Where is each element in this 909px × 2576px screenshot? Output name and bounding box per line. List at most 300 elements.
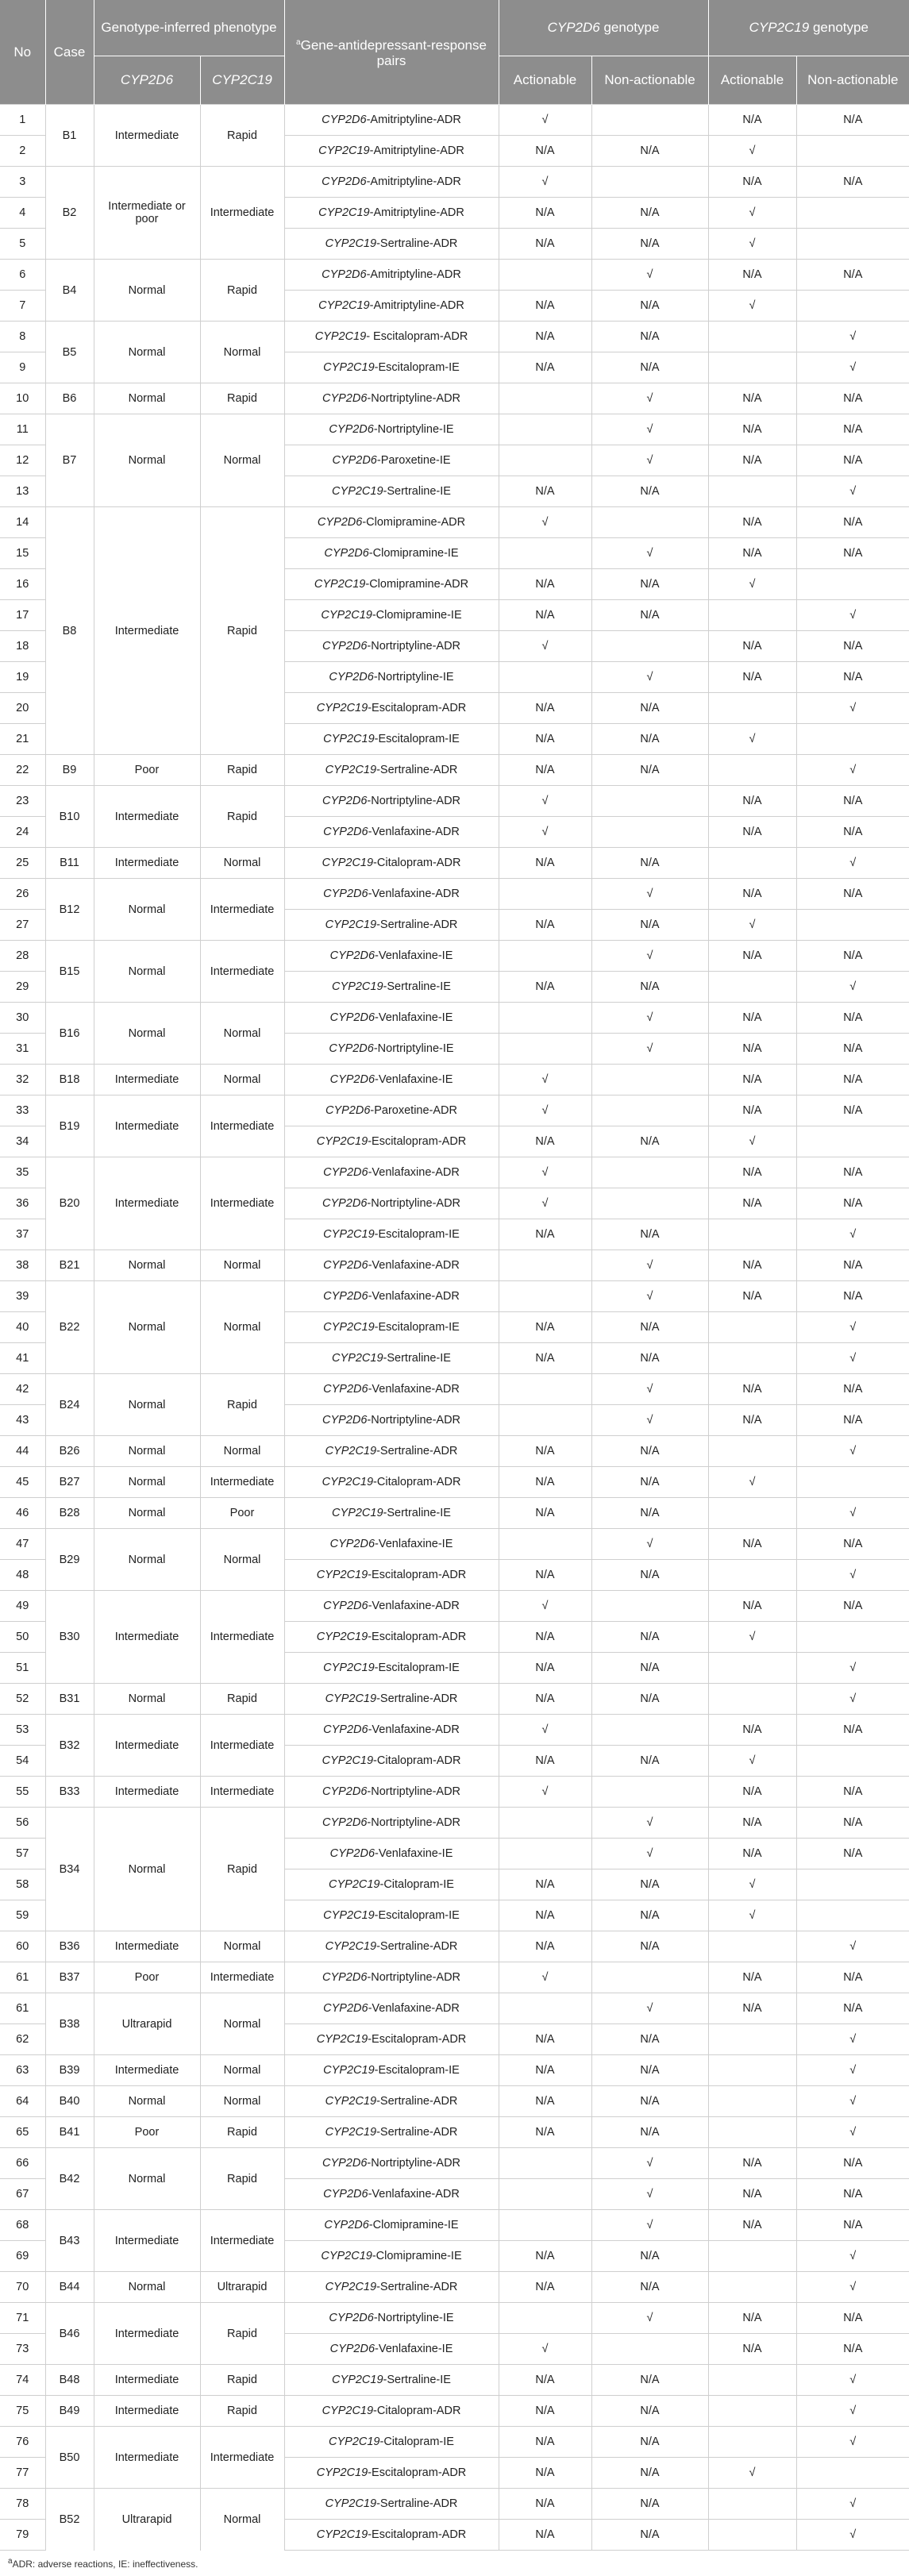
cyp2d6-non-actionable-cell: N/A (591, 352, 708, 383)
cyp2c19-non-actionable-cell (796, 198, 909, 229)
cyp2c19-non-actionable-cell: N/A (796, 1715, 909, 1746)
cyp2d6-phenotype: Normal (94, 414, 200, 507)
drug-response: -Amitriptyline-ADR (366, 268, 461, 281)
case-id: B6 (45, 383, 94, 414)
cyp2c19-non-actionable-cell: √ (796, 1312, 909, 1343)
gene-drug-pair (284, 1993, 499, 2024)
cyp2c19-non-actionable-cell: √ (796, 2520, 909, 2551)
cyp2d6-actionable-cell: N/A (499, 724, 591, 755)
cyp2d6-non-actionable-cell: N/A (591, 2086, 708, 2117)
drug-response: -Nortriptyline-ADR (367, 1197, 461, 1210)
cyp2d6-phenotype: Poor (94, 755, 200, 786)
gene-name: CYP2C19 (314, 330, 367, 343)
cyp2c19-actionable-cell (708, 2241, 796, 2272)
gene-drug-pair (284, 972, 499, 1003)
cyp2d6-actionable-cell: N/A (499, 1869, 591, 1900)
cyp2c19-phenotype: Intermediate (200, 1715, 284, 1777)
gene-drug-pair (284, 414, 499, 445)
case-id: B32 (45, 1715, 94, 1777)
cyp2c19-phenotype: Rapid (200, 2396, 284, 2427)
cyp2d6-non-actionable-cell: N/A (591, 1684, 708, 1715)
case-id: B34 (45, 1808, 94, 1931)
row-number: 3 (0, 167, 45, 198)
cyp2c19-actionable-cell (708, 693, 796, 724)
cyp2d6-phenotype: Normal (94, 1529, 200, 1591)
cyp2d6-non-actionable-cell: √ (591, 1374, 708, 1405)
gene-name: CYP2D6 (332, 454, 377, 467)
row-number: 31 (0, 1034, 45, 1065)
row-number: 66 (0, 2148, 45, 2179)
cyp2c19-non-actionable-cell: √ (796, 1219, 909, 1250)
drug-response: -Escitalopram-ADR (368, 2528, 467, 2541)
cyp2c19-phenotype: Rapid (200, 105, 284, 167)
cyp2c19-actionable-cell: N/A (708, 1839, 796, 1869)
cyp2d6-non-actionable-cell: √ (591, 1993, 708, 2024)
cyp2c19-actionable-cell: N/A (708, 1993, 796, 2024)
cyp2c19-non-actionable-cell: N/A (796, 2334, 909, 2365)
cyp2d6-non-actionable-cell: N/A (591, 1312, 708, 1343)
cyp2c19-actionable-cell: N/A (708, 662, 796, 693)
case-id: B46 (45, 2303, 94, 2365)
cyp2d6-actionable-cell: N/A (499, 1653, 591, 1684)
gene-name: CYP2D6 (324, 547, 369, 560)
cyp2d6-non-actionable-cell: N/A (591, 972, 708, 1003)
drug-response: -Venlafaxine-ADR (368, 2188, 460, 2201)
cyp2c19-actionable-cell (708, 1498, 796, 1529)
cyp2c19-actionable-cell (708, 2396, 796, 2427)
table-row (0, 2210, 909, 2241)
drug-response: -Sertraline-ADR (376, 2095, 458, 2108)
cyp2c19-phenotype: Intermediate (200, 2427, 284, 2489)
cyp2c19-non-actionable-cell: N/A (796, 1034, 909, 1065)
row-number: 39 (0, 1281, 45, 1312)
row-number: 78 (0, 2489, 45, 2520)
cyp2c19-actionable-cell (708, 1931, 796, 1962)
gene-drug-pair (284, 1653, 499, 1684)
cyp2c19-phenotype: Rapid (200, 1374, 284, 1436)
drug-response: -Sertraline-IE (383, 1352, 451, 1365)
cyp2c19-non-actionable-cell: √ (796, 1436, 909, 1467)
cyp2d6-actionable-cell (499, 2179, 591, 2210)
cyp2c19-phenotype: Rapid (200, 1684, 284, 1715)
cyp2c19-non-actionable-cell: N/A (796, 383, 909, 414)
cyp2c19-actionable-cell: √ (708, 2458, 796, 2489)
gene-drug-pair (284, 600, 499, 631)
drug-response: -Nortriptyline-ADR (367, 1971, 461, 1984)
table-row (0, 1498, 909, 1529)
row-number: 32 (0, 1065, 45, 1095)
cyp2c19-actionable-cell (708, 476, 796, 507)
cyp2d6-phenotype: Normal (94, 2148, 200, 2210)
drug-response: -Sertraline-ADR (376, 2126, 458, 2139)
gene-name: CYP2C19 (325, 764, 377, 776)
case-id: B27 (45, 1467, 94, 1498)
cyp2c19-non-actionable-cell (796, 136, 909, 167)
cyp2c19-phenotype: Intermediate (200, 1962, 284, 1993)
case-id: B16 (45, 1003, 94, 1065)
gene-drug-pair (284, 1250, 499, 1281)
row-number: 48 (0, 1560, 45, 1591)
gene-drug-pair (284, 631, 499, 662)
cyp2c19-non-actionable-cell: N/A (796, 1591, 909, 1622)
header-cyp2d6-phenotype: CYP2D6 (94, 56, 200, 105)
drug-response: -Escitalopram-ADR (368, 1631, 467, 1643)
cyp2d6-non-actionable-cell: N/A (591, 2489, 708, 2520)
cyp2d6-non-actionable-cell: N/A (591, 2365, 708, 2396)
gene-drug-pair (284, 848, 499, 879)
cyp2c19-actionable-cell: √ (708, 291, 796, 322)
drug-response: -Escitalopram-IE (374, 1321, 460, 1334)
table-row (0, 941, 909, 972)
cyp2d6-actionable-cell: √ (499, 1715, 591, 1746)
table-body (0, 105, 909, 2551)
row-number: 52 (0, 1684, 45, 1715)
gene-drug-pair (284, 724, 499, 755)
case-id: B15 (45, 941, 94, 1003)
cyp2c19-genotype-word: genotype (809, 20, 869, 35)
drug-response: -Nortriptyline-ADR (367, 2157, 461, 2170)
case-id: B50 (45, 2427, 94, 2489)
drug-response: -Nortriptyline-ADR (367, 795, 461, 807)
row-number: 49 (0, 1591, 45, 1622)
cyp2c19-phenotype: Intermediate (200, 1095, 284, 1157)
cyp2d6-actionable-cell (499, 1003, 591, 1034)
drug-response: -Venlafaxine-ADR (368, 2002, 460, 2015)
cyp2c19-non-actionable-cell: N/A (796, 879, 909, 910)
cyp2d6-non-actionable-cell: N/A (591, 1219, 708, 1250)
gene-name: CYP2D6 (322, 1785, 368, 1798)
cyp2d6-non-actionable-cell (591, 1591, 708, 1622)
cyp2c19-actionable-cell: N/A (708, 2334, 796, 2365)
table-row (0, 1157, 909, 1188)
cyp2c19-non-actionable-cell: √ (796, 1498, 909, 1529)
cyp2c19-phenotype: Normal (200, 1281, 284, 1374)
drug-response: -Nortriptyline-ADR (367, 1785, 461, 1798)
cyp2c19-actionable-cell: N/A (708, 1715, 796, 1746)
row-number: 62 (0, 2024, 45, 2055)
cyp2c19-actionable-cell: N/A (708, 2179, 796, 2210)
drug-response: -Sertraline-IE (383, 2374, 451, 2386)
drug-response: -Sertraline-IE (383, 485, 451, 498)
cyp2c19-non-actionable-cell: N/A (796, 538, 909, 569)
cyp2d6-actionable-cell (499, 1993, 591, 2024)
cyp2c19-non-actionable-cell: √ (796, 972, 909, 1003)
cyp2c19-actionable-cell (708, 2117, 796, 2148)
table-row (0, 2489, 909, 2520)
cyp2d6-non-actionable-cell: √ (591, 1281, 708, 1312)
drug-response: -Clomipramine-IE (372, 2250, 462, 2262)
gene-name: CYP2C19 (321, 609, 372, 622)
gene-drug-pair (284, 569, 499, 600)
cyp2d6-actionable-cell: N/A (499, 1900, 591, 1931)
gene-drug-pair (284, 2365, 499, 2396)
drug-response: -Amitriptyline-ADR (369, 144, 464, 157)
gene-name: CYP2C19 (314, 578, 366, 591)
cyp2d6-actionable-cell (499, 1250, 591, 1281)
drug-response: -Escitalopram-IE (374, 1662, 460, 1674)
cyp2c19-phenotype: Normal (200, 2055, 284, 2086)
cyp2d6-non-actionable-cell: √ (591, 1529, 708, 1560)
gene-name: CYP2C19 (323, 1662, 375, 1674)
row-number: 4 (0, 198, 45, 229)
cyp2d6-actionable-cell: N/A (499, 1560, 591, 1591)
case-id: B18 (45, 1065, 94, 1095)
gene-drug-pair (284, 693, 499, 724)
case-id: B5 (45, 322, 94, 383)
cyp2d6-non-actionable-cell: N/A (591, 600, 708, 631)
cyp2c19-non-actionable-cell: N/A (796, 786, 909, 817)
cyp2c19-phenotype: Intermediate (200, 879, 284, 941)
cyp2c19-non-actionable-cell (796, 1900, 909, 1931)
cyp2c19-actionable-cell: N/A (708, 1529, 796, 1560)
cyp2c19-phenotype: Intermediate (200, 1157, 284, 1250)
header-cyp2c19-phenotype: CYP2C19 (200, 56, 284, 105)
gene-name: CYP2C19 (318, 206, 370, 219)
row-number: 30 (0, 1003, 45, 1034)
cyp2c19-actionable-cell: N/A (708, 2210, 796, 2241)
table-row (0, 1065, 909, 1095)
row-number: 16 (0, 569, 45, 600)
cyp2d6-non-actionable-cell: √ (591, 1808, 708, 1839)
drug-response: -Amitriptyline-ADR (369, 206, 464, 219)
cyp2d6-non-actionable-cell: N/A (591, 693, 708, 724)
cyp2d6-phenotype: Ultrarapid (94, 1993, 200, 2055)
cyp2d6-genotype-gene: CYP2D6 (547, 20, 600, 35)
gene-drug-pair (284, 1126, 499, 1157)
cyp2c19-phenotype: Poor (200, 1498, 284, 1529)
row-number: 50 (0, 1622, 45, 1653)
cyp2c19-non-actionable-cell: N/A (796, 1095, 909, 1126)
header-phenotype: Genotype-inferred phenotype (94, 0, 284, 56)
cyp2d6-actionable-cell: N/A (499, 1931, 591, 1962)
gene-name: CYP2D6 (322, 2157, 368, 2170)
cyp2c19-actionable-cell: N/A (708, 1281, 796, 1312)
drug-response: -Clomipramine-IE (372, 609, 462, 622)
gene-drug-pair (284, 538, 499, 569)
case-id: B4 (45, 260, 94, 322)
gene-drug-pair (284, 1095, 499, 1126)
cyp2c19-phenotype: Rapid (200, 383, 284, 414)
cyp2d6-actionable-cell (499, 1034, 591, 1065)
cyp2d6-phenotype: Intermediate (94, 2427, 200, 2489)
cyp2d6-non-actionable-cell (591, 105, 708, 136)
drug-response: -Citalopram-IE (379, 1878, 454, 1891)
gene-drug-pair (284, 1065, 499, 1095)
cyp2c19-phenotype: Rapid (200, 260, 284, 322)
gene-name: CYP2D6 (323, 1290, 368, 1303)
cyp2d6-actionable-cell (499, 2210, 591, 2241)
cyp2c19-actionable-cell: N/A (708, 1405, 796, 1436)
drug-response: -Venlafaxine-IE (375, 1011, 453, 1024)
header-case: Case (45, 0, 94, 105)
case-id: B20 (45, 1157, 94, 1250)
cyp2c19-non-actionable-cell: N/A (796, 1962, 909, 1993)
table-row (0, 414, 909, 445)
drug-response: -Sertraline-IE (383, 980, 451, 993)
case-id: B37 (45, 1962, 94, 1993)
cyp2c19-non-actionable-cell: √ (796, 352, 909, 383)
table-row (0, 1591, 909, 1622)
cyp2d6-phenotype: Normal (94, 1467, 200, 1498)
gene-drug-pair (284, 1622, 499, 1653)
gene-drug-pair (284, 1529, 499, 1560)
gene-drug-pair (284, 879, 499, 910)
cyp2c19-actionable-cell: N/A (708, 786, 796, 817)
gene-name: CYP2C19 (316, 2033, 368, 2046)
cyp2c19-phenotype: Intermediate (200, 941, 284, 1003)
cyp2d6-actionable-cell: √ (499, 105, 591, 136)
gene-name: CYP2D6 (323, 2188, 368, 2201)
gene-name: CYP2D6 (323, 1383, 368, 1396)
cyp2c19-actionable-cell: √ (708, 136, 796, 167)
row-number: 54 (0, 1746, 45, 1777)
cyp2d6-actionable-cell: N/A (499, 136, 591, 167)
cyp2d6-non-actionable-cell: N/A (591, 2024, 708, 2055)
cyp2c19-non-actionable-cell: N/A (796, 1993, 909, 2024)
header-cyp2d6-actionable: Actionable (499, 56, 591, 105)
cyp2d6-actionable-cell (499, 2148, 591, 2179)
row-number: 75 (0, 2396, 45, 2427)
cyp2d6-phenotype: Intermediate (94, 2055, 200, 2086)
cyp2d6-non-actionable-cell: N/A (591, 322, 708, 352)
cyp2d6-actionable-cell: N/A (499, 1498, 591, 1529)
gene-name: CYP2D6 (323, 2002, 368, 2015)
cyp2d6-actionable-cell: N/A (499, 755, 591, 786)
drug-response: -Sertraline-ADR (376, 2497, 458, 2510)
cyp2c19-actionable-cell: N/A (708, 1188, 796, 1219)
table-row (0, 322, 909, 352)
cyp2d6-non-actionable-cell: N/A (591, 1746, 708, 1777)
cyp2c19-non-actionable-cell: √ (796, 2365, 909, 2396)
cyp2c19-phenotype: Rapid (200, 2148, 284, 2210)
cyp2c19-actionable-cell (708, 2365, 796, 2396)
drug-response: -Venlafaxine-IE (375, 949, 453, 962)
gene-name: CYP2C19 (323, 2064, 375, 2077)
cyp2c19-actionable-cell: N/A (708, 445, 796, 476)
cyp2d6-non-actionable-cell: √ (591, 445, 708, 476)
row-number: 69 (0, 2241, 45, 2272)
row-number: 43 (0, 1405, 45, 1436)
pairs-label: Gene-antidepressant-response pairs (300, 37, 487, 69)
drug-response: -Citalopram-IE (379, 2435, 454, 2448)
case-id: B19 (45, 1095, 94, 1157)
drug-response: -Escitalopram-IE (374, 1228, 460, 1241)
cyp2d6-phenotype: Normal (94, 1281, 200, 1374)
cyp2d6-non-actionable-cell (591, 1065, 708, 1095)
cyp2d6-actionable-cell: N/A (499, 2055, 591, 2086)
drug-response: -Venlafaxine-ADR (368, 826, 460, 838)
cyp2c19-non-actionable-cell: √ (796, 476, 909, 507)
cyp2d6-non-actionable-cell: N/A (591, 2272, 708, 2303)
cyp2c19-actionable-cell (708, 600, 796, 631)
cyp2d6-phenotype: Intermediate (94, 507, 200, 755)
cyp2d6-actionable-cell: N/A (499, 600, 591, 631)
cyp2d6-non-actionable-cell (591, 1188, 708, 1219)
cyp2c19-actionable-cell (708, 1312, 796, 1343)
cyp2c19-non-actionable-cell: √ (796, 2396, 909, 2427)
drug-response: -Escitalopram-IE (374, 361, 460, 374)
gene-name: CYP2D6 (325, 1104, 371, 1117)
cyp2d6-non-actionable-cell: N/A (591, 2241, 708, 2272)
case-id: B12 (45, 879, 94, 941)
cyp2d6-actionable-cell: N/A (499, 2365, 591, 2396)
cyp2c19-non-actionable-cell (796, 1467, 909, 1498)
drug-response: -Citalopram-ADR (373, 857, 461, 869)
row-number: 53 (0, 1715, 45, 1746)
gene-name: CYP2C19 (322, 1476, 374, 1488)
cyp2d6-actionable-cell: N/A (499, 291, 591, 322)
row-number: 13 (0, 476, 45, 507)
drug-response: -Citalopram-ADR (373, 1754, 461, 1767)
row-number: 12 (0, 445, 45, 476)
cyp2c19-actionable-cell: √ (708, 1126, 796, 1157)
cyp2d6-phenotype: Intermediate (94, 1157, 200, 1250)
gene-drug-pair (284, 1715, 499, 1746)
cyp2c19-actionable-cell: N/A (708, 414, 796, 445)
cyp2d6-actionable-cell (499, 414, 591, 445)
case-id: B33 (45, 1777, 94, 1808)
gene-drug-pair (284, 1034, 499, 1065)
cyp2c19-non-actionable-cell: N/A (796, 445, 909, 476)
cyp2d6-non-actionable-cell (591, 1962, 708, 1993)
cyp2d6-actionable-cell: N/A (499, 972, 591, 1003)
cyp2d6-non-actionable-cell: N/A (591, 198, 708, 229)
gene-drug-pair (284, 1281, 499, 1312)
case-id: B21 (45, 1250, 94, 1281)
row-number: 33 (0, 1095, 45, 1126)
cyp2c19-actionable-cell: N/A (708, 2303, 796, 2334)
cyp2c19-non-actionable-cell: N/A (796, 2179, 909, 2210)
gene-drug-pair (284, 1591, 499, 1622)
cyp2d6-non-actionable-cell: N/A (591, 1560, 708, 1591)
drug-response: -Clomipramine-ADR (365, 578, 469, 591)
gene-name: CYP2C19 (321, 2250, 372, 2262)
table-row (0, 1715, 909, 1746)
cyp2c19-non-actionable-cell: N/A (796, 1529, 909, 1560)
cyp2c19-non-actionable-cell: N/A (796, 662, 909, 693)
drug-response: -Nortriptyline-IE (373, 671, 454, 683)
cyp2c19-genotype-gene: CYP2C19 (749, 20, 810, 35)
cyp2d6-actionable-cell: N/A (499, 1343, 591, 1374)
gene-drug-pair (284, 2303, 499, 2334)
gene-name: CYP2C19 (316, 2528, 368, 2541)
cyp2c19-actionable-cell: N/A (708, 1250, 796, 1281)
cyp2c19-phenotype: Normal (200, 1065, 284, 1095)
cyp2d6-actionable-cell: N/A (499, 1467, 591, 1498)
cyp2d6-non-actionable-cell: √ (591, 414, 708, 445)
case-id: B41 (45, 2117, 94, 2148)
drug-response: -Escitalopram-IE (374, 2064, 460, 2077)
gene-name: CYP2D6 (322, 795, 368, 807)
table-row (0, 879, 909, 910)
row-number: 17 (0, 600, 45, 631)
cyp2c19-non-actionable-cell: N/A (796, 414, 909, 445)
cyp2d6-non-actionable-cell: N/A (591, 229, 708, 260)
table-row (0, 1993, 909, 2024)
cyp2d6-actionable-cell: N/A (499, 2086, 591, 2117)
gene-name: CYP2C19 (316, 1631, 368, 1643)
cyp2c19-actionable-cell: √ (708, 910, 796, 941)
row-number: 57 (0, 1839, 45, 1869)
cyp2d6-actionable-cell (499, 260, 591, 291)
cyp2d6-actionable-cell (499, 1808, 591, 1839)
drug-response: -Nortriptyline-IE (373, 423, 454, 436)
cyp2d6-phenotype: Intermediate (94, 786, 200, 848)
header-cyp2d6-non-actionable: Non-actionable (591, 56, 708, 105)
cyp2c19-phenotype: Intermediate (200, 1467, 284, 1498)
cyp2d6-actionable-cell: N/A (499, 2427, 591, 2458)
cyp2d6-phenotype: Normal (94, 1808, 200, 1931)
